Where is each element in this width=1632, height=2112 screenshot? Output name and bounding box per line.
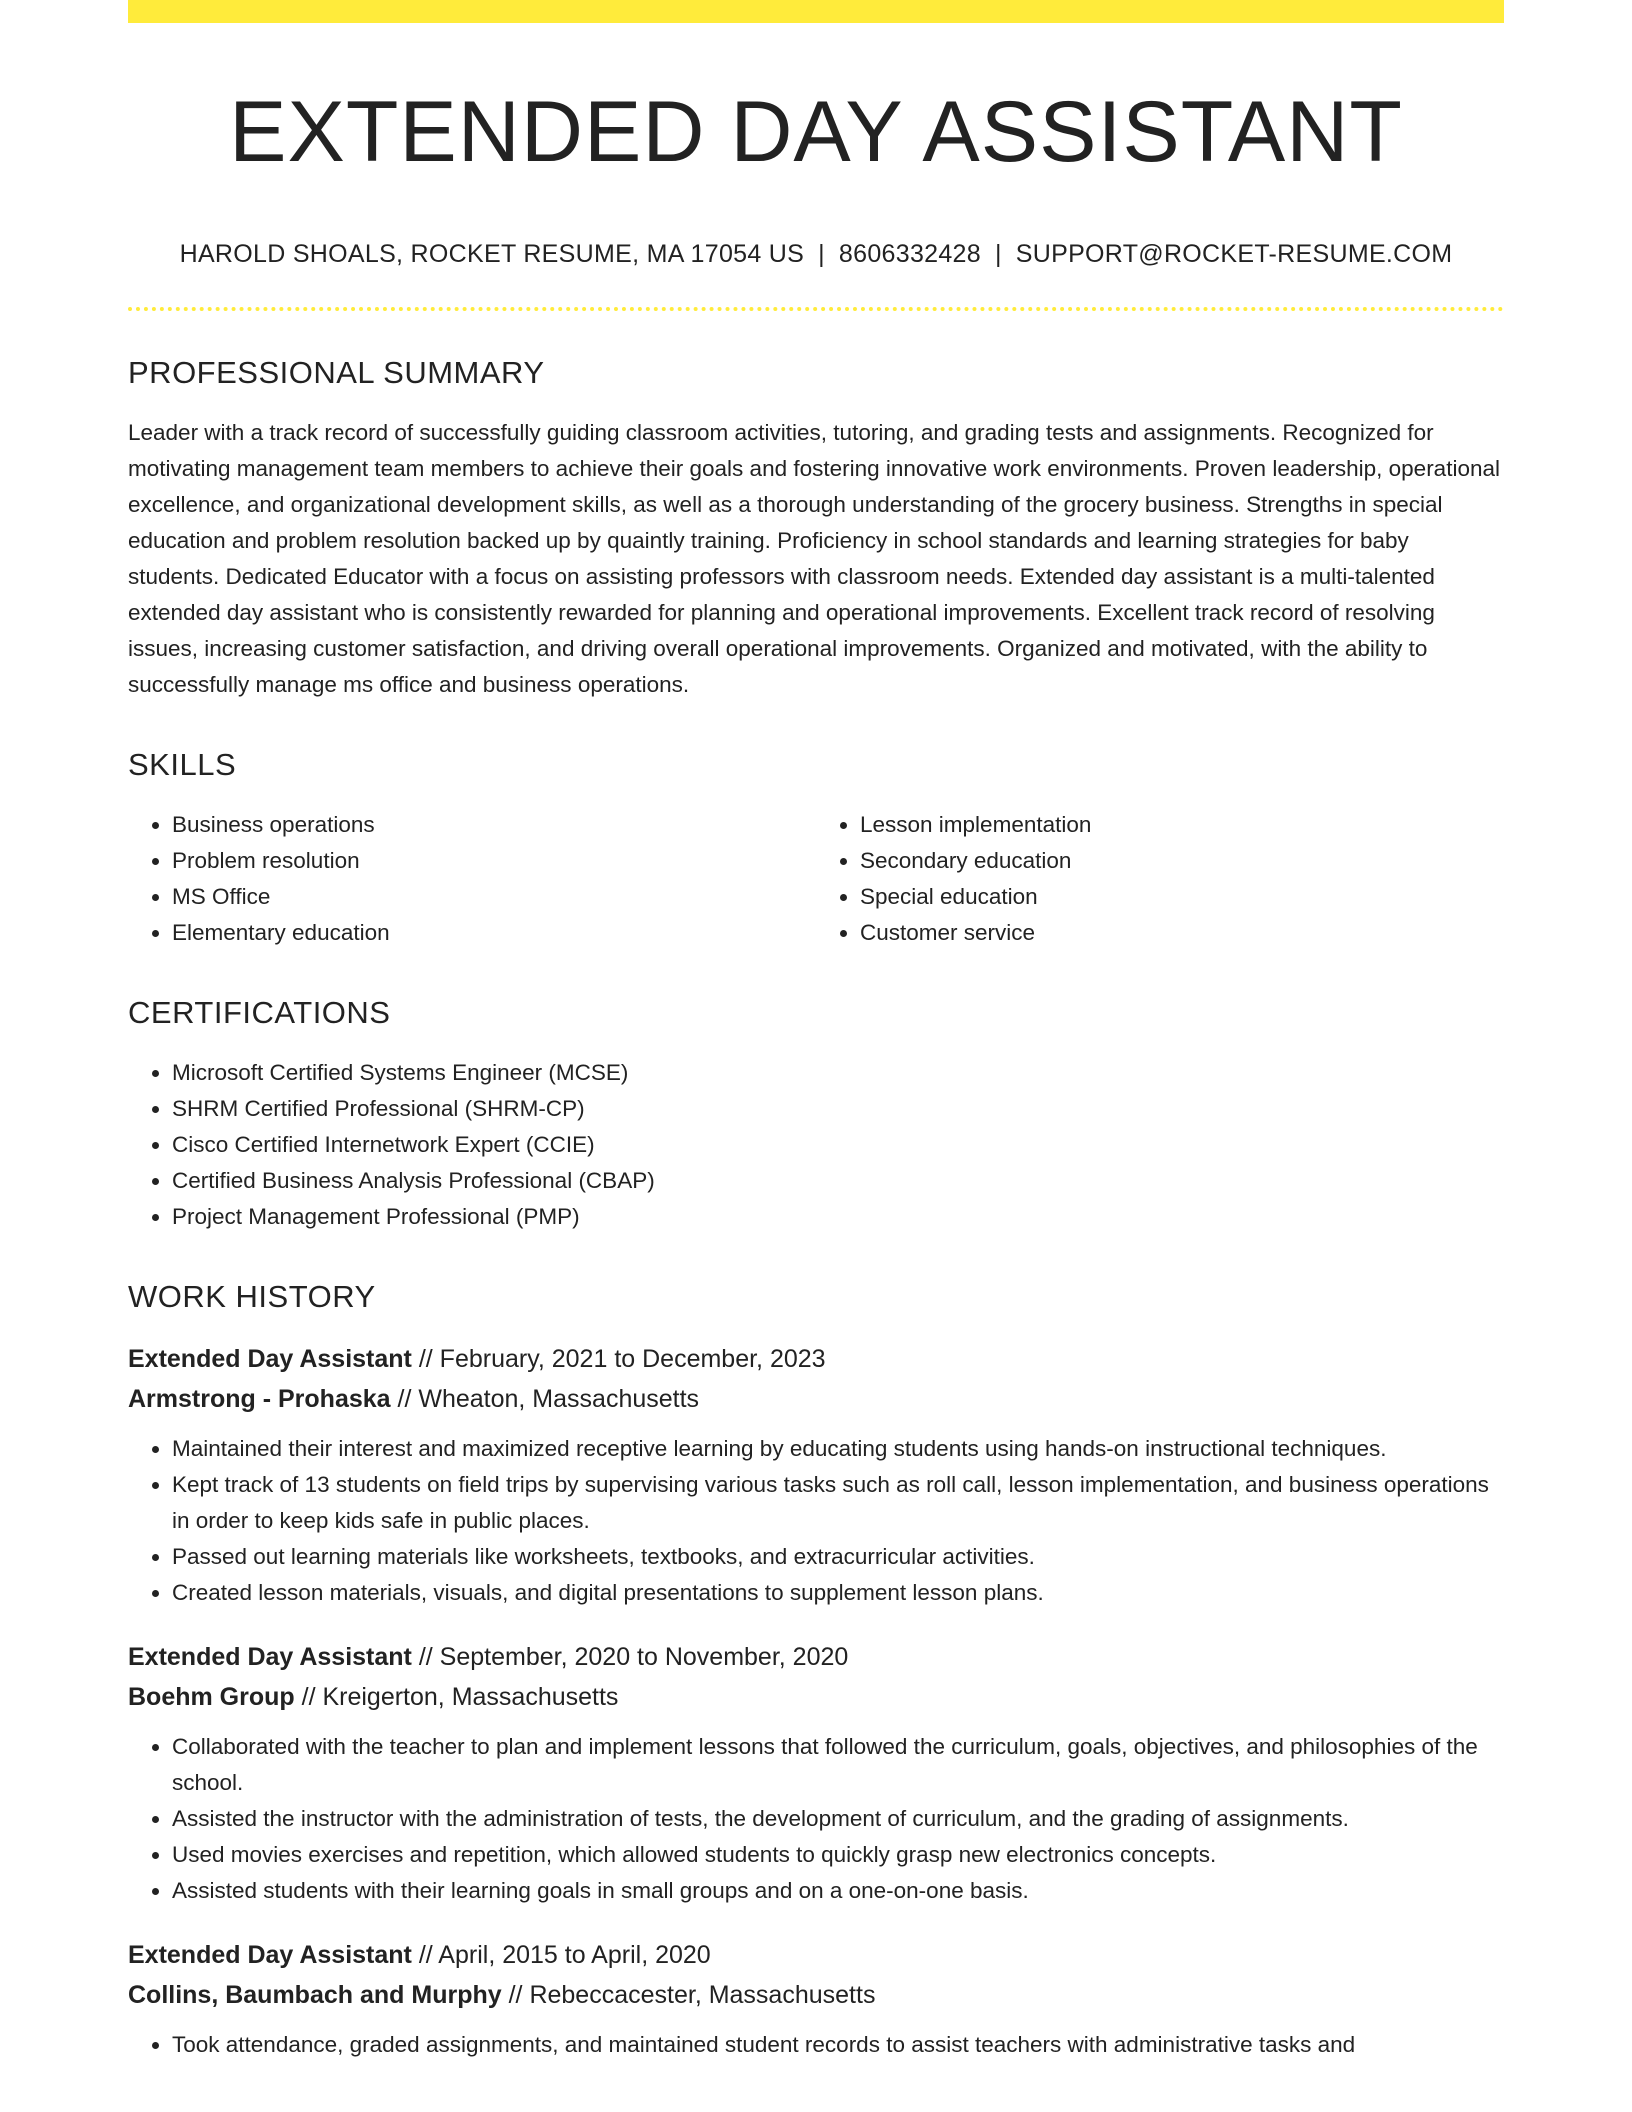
job-location: // Rebeccacester, Massachusetts <box>508 1980 876 2009</box>
job-role: Extended Day Assistant <box>128 1642 412 1671</box>
certifications-list <box>128 1055 1504 1235</box>
job-bullet: • Took attendance, graded assignments, and maintained student records to assist teachers with administrative tasks and <box>172 2027 1504 2063</box>
job-company-line <box>128 1677 1504 1717</box>
contact-line <box>128 240 1504 269</box>
skill-item: • Secondary education <box>860 843 1504 879</box>
contact-address: HAROLD SHOALS, ROCKET RESUME, MA 17054 US <box>179 239 805 268</box>
skill-item: • Problem resolution <box>172 843 816 879</box>
job-bullet: • Created lesson materials, visuals, and digital presentations to supplement lesson plans. <box>172 1575 1504 1611</box>
skill-item: • Customer service <box>860 915 1504 951</box>
accent-bar <box>128 0 1504 23</box>
dotted-divider <box>128 307 1504 311</box>
certifications-heading: CERTIFICATIONS <box>128 994 391 1030</box>
job-location: // Kreigerton, Massachusetts <box>301 1682 619 1711</box>
certification-item: • Project Management Professional (PMP) <box>172 1199 1504 1235</box>
job-bullet: • Assisted students with their learning goals in small groups and on a one-on-one basis. <box>172 1873 1504 1909</box>
job-dates: // April, 2015 to April, 2020 <box>418 1940 711 1969</box>
skill-item: • Elementary education <box>172 915 816 951</box>
job-dates: // February, 2021 to December, 2023 <box>418 1344 826 1373</box>
certification-item: • SHRM Certified Professional (SHRM-CP) <box>172 1091 1504 1127</box>
job-title-line <box>128 1935 1504 1975</box>
job-entry <box>128 1935 1504 2063</box>
job-role: Extended Day Assistant <box>128 1344 412 1373</box>
contact-phone: 8606332428 <box>838 239 981 268</box>
job-company-line <box>128 1975 1504 2015</box>
skill-item: • Special education <box>860 879 1504 915</box>
resume-title: EXTENDED DAY ASSISTANT <box>229 84 1403 180</box>
job-entry <box>128 1637 1504 1909</box>
job-title-line <box>128 1339 1504 1379</box>
resume-content <box>128 23 1504 2089</box>
job-bullets <box>128 2027 1504 2063</box>
job-bullet: • Assisted the instructor with the administration of tests, the development of curriculum, and the grading of assignments. <box>172 1801 1504 1837</box>
skills-heading: SKILLS <box>128 746 237 782</box>
job-dates: // September, 2020 to November, 2020 <box>418 1642 849 1671</box>
skill-item: • MS Office <box>172 879 816 915</box>
skill-item: • Lesson implementation <box>860 807 1504 843</box>
job-role: Extended Day Assistant <box>128 1940 412 1969</box>
job-bullets <box>128 1729 1504 1909</box>
skills-column-right <box>816 807 1504 951</box>
job-bullet: • Maintained their interest and maximized receptive learning by educating students using hands-on instructional techniques. <box>172 1431 1504 1467</box>
job-location: // Wheaton, Massachusetts <box>397 1384 700 1413</box>
summary-heading: PROFESSIONAL SUMMARY <box>128 354 545 390</box>
job-bullets <box>128 1431 1504 1611</box>
contact-separator: | <box>818 239 825 268</box>
job-bullet: • Collaborated with the teacher to plan and implement lessons that followed the curriculum, goals, objectives, and philosophies of the school. <box>172 1729 1504 1801</box>
job-company: Boehm Group <box>128 1682 295 1711</box>
job-bullet: • Used movies exercises and repetition, which allowed students to quickly grasp new electronics concepts. <box>172 1837 1504 1873</box>
job-company: Collins, Baumbach and Murphy <box>128 1980 502 2009</box>
job-bullet: • Kept track of 13 students on field trips by supervising various tasks such as roll call, lesson implementation, and business operations in order to keep kids safe in public places. <box>172 1467 1504 1539</box>
summary-text: Leader with a track record of successfully guiding classroom activities, tutoring, and grading tests and assignments. Recognized for motivating management team members to achieve their goals and fostering innovative work environments. Proven leadership, operational excellence, and organizational development skills, as well as a thorough understanding of the grocery business. Strengths in special education and problem resolution backed up by quaintly training. Proficiency in school standards and learning strategies for baby students. Dedicated Educator with a focus on assisting professors with classroom needs. Extended day assistant is a multi-talented extended day assistant who is consistently rewarded for planning and operational improvements. Excellent track record of resolving issues, increasing customer satisfaction, and driving overall operational improvements. Organized and motivated, with the ability to successfully manage ms office and business operations. <box>128 419 1500 697</box>
job-title-line <box>128 1637 1504 1677</box>
job-company: Armstrong - Prohaska <box>128 1384 391 1413</box>
work-history-heading: WORK HISTORY <box>128 1278 376 1314</box>
certification-item: • Microsoft Certified Systems Engineer (MCSE) <box>172 1055 1504 1091</box>
contact-email: SUPPORT@ROCKET-RESUME.COM <box>1015 239 1453 268</box>
job-bullet: • Passed out learning materials like worksheets, textbooks, and extracurricular activities. <box>172 1539 1504 1575</box>
skills-column-left <box>128 807 816 951</box>
skills-list <box>128 807 1504 951</box>
skill-item: • Business operations <box>172 807 816 843</box>
job-entry <box>128 1339 1504 1611</box>
contact-separator: | <box>994 239 1002 268</box>
certification-item: • Certified Business Analysis Professional (CBAP) <box>172 1163 1504 1199</box>
job-company-line <box>128 1379 1504 1419</box>
certification-item: • Cisco Certified Internetwork Expert (CCIE) <box>172 1127 1504 1163</box>
